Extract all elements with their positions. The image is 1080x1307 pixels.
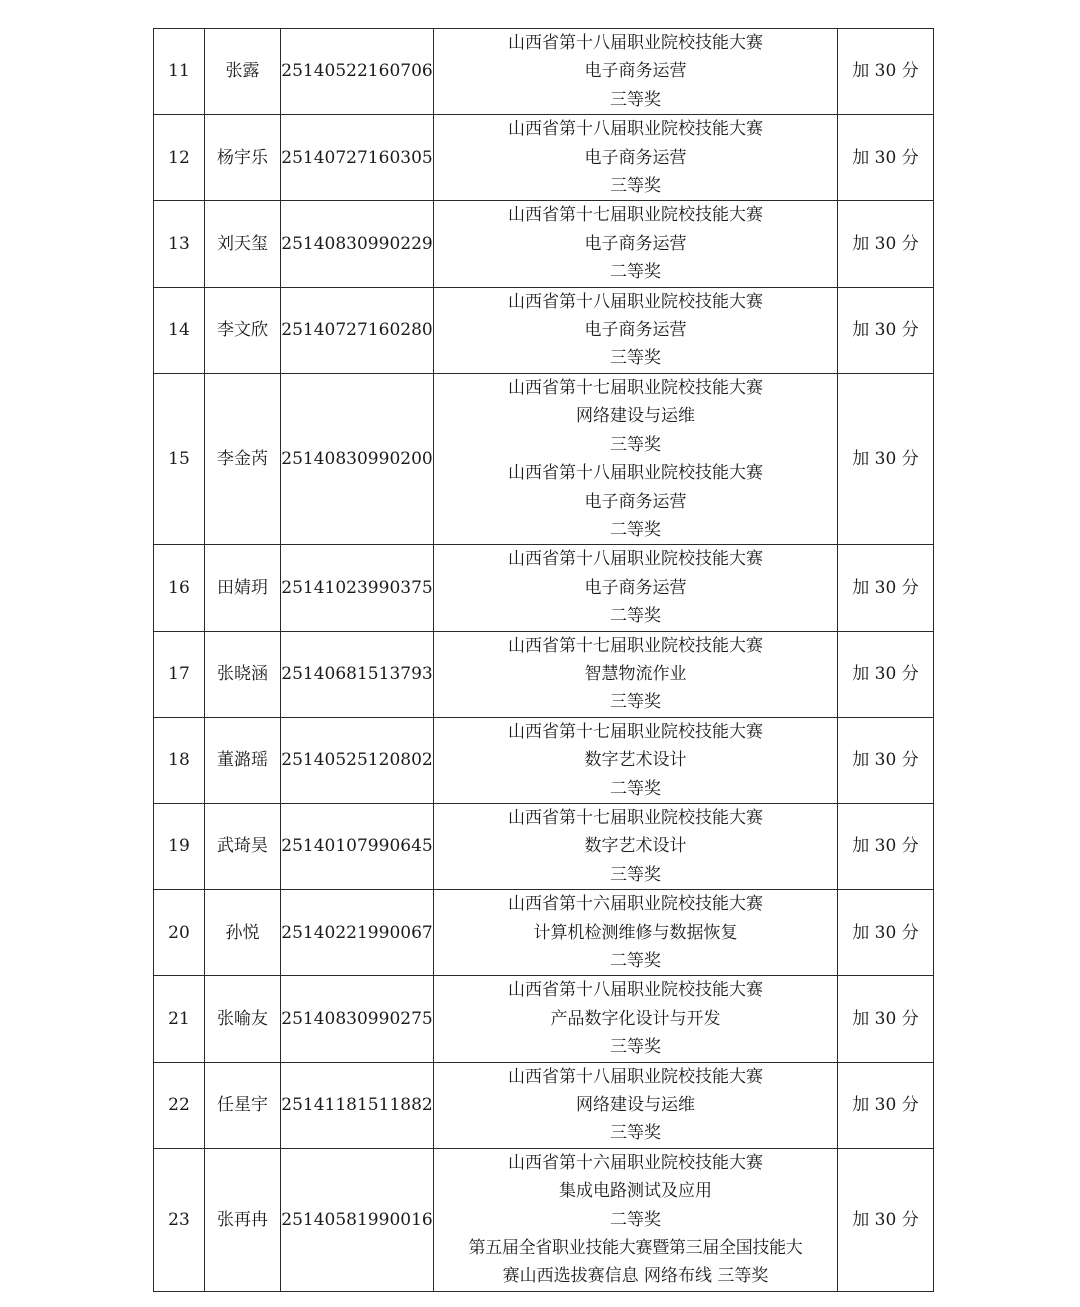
award-line: 山西省第十八届职业院校技能大赛 [508, 33, 763, 53]
row-number-cell: 20 [154, 890, 205, 976]
student-name-cell: 董潞瑶 [205, 717, 281, 803]
bonus-points-cell: 加 30 分 [838, 1148, 934, 1291]
award-cell [434, 803, 838, 889]
award-line: 山西省第十七届职业院校技能大赛 [508, 635, 763, 656]
candidate-id-cell: 25140830990200 [281, 373, 434, 544]
student-name-cell: 李文欣 [205, 287, 281, 373]
award-line: 三等奖 [610, 348, 661, 369]
student-name-cell: 任星宇 [205, 1062, 281, 1148]
student-name-cell: 李金芮 [205, 373, 281, 544]
row-number-cell: 23 [154, 1148, 205, 1291]
table-row [154, 29, 934, 115]
table-body [154, 29, 934, 1292]
candidate-id-cell: 25140522160706 [281, 29, 434, 115]
award-line: 电子商务运营 [584, 147, 687, 168]
award-line: 山西省第十六届职业院校技能大赛 [508, 894, 763, 915]
row-number-cell: 15 [154, 373, 205, 544]
award-cell [434, 1062, 838, 1148]
row-number-cell: 22 [154, 1062, 205, 1148]
award-bonus-table [153, 28, 934, 1292]
student-name-cell: 张晓涵 [205, 631, 281, 717]
table-row [154, 631, 934, 717]
candidate-id-cell: 25140107990645 [281, 803, 434, 889]
award-line: 数字艺术设计 [584, 750, 687, 771]
award-cell [434, 115, 838, 201]
award-cell [434, 287, 838, 373]
award-cell [434, 201, 838, 287]
table-row [154, 803, 934, 889]
row-number-cell: 21 [154, 976, 205, 1062]
award-line: 二等奖 [610, 1209, 661, 1230]
award-cell [434, 631, 838, 717]
bonus-points-cell: 加 30 分 [838, 890, 934, 976]
award-line: 山西省第十八届职业院校技能大赛 [508, 549, 763, 570]
table-row [154, 373, 934, 544]
award-line: 数字艺术设计 [584, 836, 687, 857]
award-line: 二等奖 [610, 606, 661, 627]
candidate-id-cell: 25140830990229 [281, 201, 434, 287]
bonus-points-cell: 加 30 分 [838, 201, 934, 287]
candidate-id-cell: 25140727160280 [281, 287, 434, 373]
award-line: 二等奖 [610, 262, 661, 283]
award-cell [434, 1148, 838, 1291]
row-number-cell: 13 [154, 201, 205, 287]
table-row [154, 545, 934, 631]
bonus-points-cell: 加 30 分 [838, 545, 934, 631]
candidate-id-cell: 25141023990375 [281, 545, 434, 631]
award-line: 山西省第十八届职业院校技能大赛 [508, 463, 763, 484]
award-line: 山西省第十六届职业院校技能大赛 [508, 1152, 763, 1173]
table-row [154, 115, 934, 201]
student-name-cell: 武琦昊 [205, 803, 281, 889]
award-cell [434, 545, 838, 631]
row-number-cell: 18 [154, 717, 205, 803]
award-line: 山西省第十七届职业院校技能大赛 [508, 205, 763, 226]
student-name-cell: 孙悦 [205, 890, 281, 976]
row-number-cell: 19 [154, 803, 205, 889]
award-cell [434, 890, 838, 976]
award-line: 山西省第十七届职业院校技能大赛 [508, 377, 763, 398]
candidate-id-cell: 25141181511882 [281, 1062, 434, 1148]
award-line: 产品数字化设计与开发 [550, 1008, 721, 1029]
bonus-points-cell: 加 30 分 [838, 976, 934, 1062]
award-line: 三等奖 [610, 434, 661, 455]
row-number-cell: 11 [154, 29, 205, 115]
award-line: 电子商务运营 [584, 61, 687, 82]
award-line: 计算机检测维修与数据恢复 [533, 922, 738, 943]
table-row [154, 287, 934, 373]
award-line: 三等奖 [610, 176, 661, 197]
award-line: 集成电路测试及应用 [559, 1181, 712, 1202]
award-line: 电子商务运营 [584, 320, 687, 341]
row-number-cell: 17 [154, 631, 205, 717]
bonus-points-cell: 加 30 分 [838, 287, 934, 373]
bonus-points-cell: 加 30 分 [838, 717, 934, 803]
candidate-id-cell: 25140221990067 [281, 890, 434, 976]
table-row [154, 976, 934, 1062]
candidate-id-cell: 25140681513793 [281, 631, 434, 717]
award-line: 山西省第十八届职业院校技能大赛 [508, 1066, 763, 1087]
table-row [154, 890, 934, 976]
award-line: 三等奖 [610, 692, 661, 713]
row-number-cell: 14 [154, 287, 205, 373]
table-row [154, 1062, 934, 1148]
table-row [154, 717, 934, 803]
award-cell [434, 29, 838, 115]
award-line: 三等奖 [610, 89, 661, 110]
row-number-cell: 16 [154, 545, 205, 631]
candidate-id-cell: 25140830990275 [281, 976, 434, 1062]
table-row [154, 1148, 934, 1291]
award-cell [434, 976, 838, 1062]
award-line: 三等奖 [610, 1037, 661, 1058]
award-line: 网络建设与运维 [576, 406, 695, 427]
award-line: 电子商务运营 [584, 233, 687, 254]
award-line: 二等奖 [610, 778, 661, 799]
award-line: 电子商务运营 [584, 577, 687, 598]
candidate-id-cell: 25140727160305 [281, 115, 434, 201]
award-line: 山西省第十七届职业院校技能大赛 [508, 807, 763, 828]
award-line: 网络建设与运维 [576, 1095, 695, 1116]
bonus-points-cell: 加 30 分 [838, 115, 934, 201]
student-name-cell: 刘天玺 [205, 201, 281, 287]
award-line: 山西省第十八届职业院校技能大赛 [508, 980, 763, 1001]
award-line: 三等奖 [610, 864, 661, 885]
student-name-cell: 田婧玥 [205, 545, 281, 631]
bonus-points-cell: 加 30 分 [838, 1062, 934, 1148]
award-line: 电子商务运营 [584, 491, 687, 512]
bonus-points-cell: 加 30 分 [838, 631, 934, 717]
student-name-cell: 张再冉 [205, 1148, 281, 1291]
award-line: 第五届全省职业技能大赛暨第三届全国技能大 [468, 1238, 803, 1259]
student-name-cell: 张喻友 [205, 976, 281, 1062]
award-cell [434, 717, 838, 803]
bonus-points-cell: 加 30 分 [838, 803, 934, 889]
award-line: 二等奖 [610, 519, 661, 540]
award-line: 山西省第十七届职业院校技能大赛 [508, 721, 763, 742]
award-line: 赛山西选拔赛信息 网络布线 三等奖 [502, 1266, 769, 1287]
award-line: 三等奖 [610, 1123, 661, 1144]
candidate-id-cell: 25140525120802 [281, 717, 434, 803]
award-bonus-table-page [153, 28, 928, 1292]
bonus-points-cell: 加 30 分 [838, 373, 934, 544]
award-line: 山西省第十八届职业院校技能大赛 [508, 119, 763, 140]
award-line: 智慧物流作业 [584, 663, 687, 684]
student-name-cell: 杨宇乐 [205, 115, 281, 201]
student-name-cell: 张露 [205, 29, 281, 115]
award-cell [434, 373, 838, 544]
table-row [154, 201, 934, 287]
bonus-points-cell: 加 30 分 [838, 29, 934, 115]
candidate-id-cell: 25140581990016 [281, 1148, 434, 1291]
award-line: 二等奖 [610, 951, 661, 971]
award-line: 山西省第十八届职业院校技能大赛 [508, 291, 763, 312]
row-number-cell: 12 [154, 115, 205, 201]
